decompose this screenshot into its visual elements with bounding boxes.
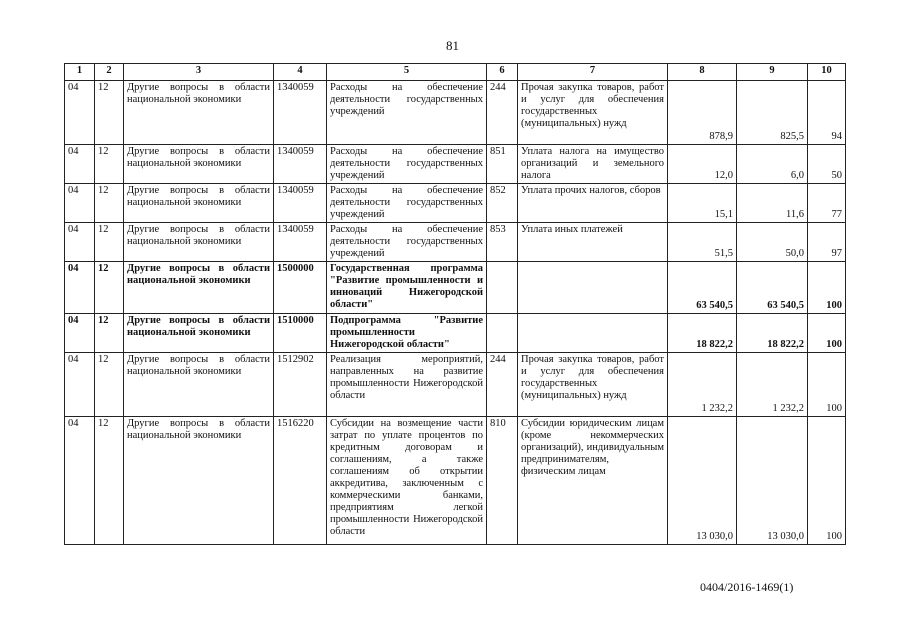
target-code: 1340059 [274, 145, 327, 184]
actual-amount: 50,0 [737, 223, 808, 262]
expense-type-code: 244 [487, 353, 518, 417]
subsection-code: 12 [95, 417, 124, 545]
actual-amount: 11,6 [737, 184, 808, 223]
expense-type-name: Уплата налога на имущество организаций и земельного налога [518, 145, 668, 184]
section-code: 04 [65, 262, 95, 314]
target-name: Расходы на обеспечение деятельности государственных учреждений [327, 184, 487, 223]
target-code: 1340059 [274, 223, 327, 262]
expense-type-code: 852 [487, 184, 518, 223]
actual-amount: 825,5 [737, 81, 808, 145]
percent-executed: 97 [808, 223, 846, 262]
header-cell: 6 [487, 64, 518, 81]
actual-amount: 63 540,5 [737, 262, 808, 314]
table-row [65, 223, 846, 262]
percent-executed: 94 [808, 81, 846, 145]
section-name: Другие вопросы в области национальной экономики [124, 417, 274, 545]
subsection-code: 12 [95, 262, 124, 314]
section-name: Другие вопросы в области национальной экономики [124, 223, 274, 262]
section-code: 04 [65, 81, 95, 145]
percent-executed: 100 [808, 353, 846, 417]
percent-executed: 100 [808, 417, 846, 545]
target-code: 1340059 [274, 184, 327, 223]
actual-amount: 1 232,2 [737, 353, 808, 417]
page-number: 81 [446, 38, 459, 53]
target-code: 1340059 [274, 81, 327, 145]
target-name: Субсидии на возмещение части затрат по уплате процентов по кредитным договорам и соглашениям, а также соглашениям об открытии аккредитива, заключенным с коммерческими банками, предприятиям легкой промышленности Нижегородской области [327, 417, 487, 545]
section-code: 04 [65, 417, 95, 545]
expense-type-code [487, 314, 518, 353]
target-code: 1500000 [274, 262, 327, 314]
section-code: 04 [65, 223, 95, 262]
target-code: 1516220 [274, 417, 327, 545]
planned-amount: 1 232,2 [668, 353, 737, 417]
section-name: Другие вопросы в области национальной экономики [124, 353, 274, 417]
expense-type-name: Прочая закупка товаров, работ и услуг для обеспечения государственных (муниципальных) нужд [518, 81, 668, 145]
expense-type-code: 851 [487, 145, 518, 184]
planned-amount: 13 030,0 [668, 417, 737, 545]
percent-executed: 100 [808, 314, 846, 353]
header-cell: 2 [95, 64, 124, 81]
target-name: Расходы на обеспечение деятельности государственных учреждений [327, 81, 487, 145]
planned-amount: 878,9 [668, 81, 737, 145]
header-cell: 7 [518, 64, 668, 81]
section-code: 04 [65, 353, 95, 417]
section-name: Другие вопросы в области национальной экономики [124, 262, 274, 314]
actual-amount: 18 822,2 [737, 314, 808, 353]
header-cell: 10 [808, 64, 846, 81]
table-row [65, 314, 846, 353]
subsection-code: 12 [95, 353, 124, 417]
section-name: Другие вопросы в области национальной экономики [124, 314, 274, 353]
expense-type-code [487, 262, 518, 314]
percent-executed: 50 [808, 145, 846, 184]
section-name: Другие вопросы в области национальной экономики [124, 81, 274, 145]
actual-amount: 13 030,0 [737, 417, 808, 545]
section-code: 04 [65, 314, 95, 353]
subsection-code: 12 [95, 81, 124, 145]
table-row [65, 353, 846, 417]
percent-executed: 77 [808, 184, 846, 223]
planned-amount: 51,5 [668, 223, 737, 262]
header-cell: 1 [65, 64, 95, 81]
expense-type-code: 853 [487, 223, 518, 262]
section-code: 04 [65, 145, 95, 184]
target-code: 1512902 [274, 353, 327, 417]
planned-amount: 18 822,2 [668, 314, 737, 353]
subsection-code: 12 [95, 145, 124, 184]
header-cell: 8 [668, 64, 737, 81]
section-code: 04 [65, 184, 95, 223]
expense-type-name [518, 262, 668, 314]
subsection-code: 12 [95, 223, 124, 262]
budget-table [64, 63, 846, 545]
target-name: Расходы на обеспечение деятельности государственных учреждений [327, 145, 487, 184]
table-row [65, 184, 846, 223]
subsection-code: 12 [95, 314, 124, 353]
planned-amount: 15,1 [668, 184, 737, 223]
header-row [65, 64, 846, 81]
section-name: Другие вопросы в области национальной экономики [124, 145, 274, 184]
actual-amount: 6,0 [737, 145, 808, 184]
planned-amount: 12,0 [668, 145, 737, 184]
expense-type-name: Уплата прочих налогов, сборов [518, 184, 668, 223]
table-row [65, 417, 846, 545]
target-name: Государственная программа "Развитие промышленности и инноваций Нижегородской области" [327, 262, 487, 314]
target-name: Подпрограмма "Развитие промышленности Нижегородской области" [327, 314, 487, 353]
table-row [65, 262, 846, 314]
expense-type-name: Прочая закупка товаров, работ и услуг для обеспечения государственных (муниципальных) нужд [518, 353, 668, 417]
header-cell: 3 [124, 64, 274, 81]
table-row [65, 81, 846, 145]
expense-type-code: 810 [487, 417, 518, 545]
header-cell: 9 [737, 64, 808, 81]
target-name: Реализация мероприятий, направленных на развитие промышленности Нижегородской области [327, 353, 487, 417]
percent-executed: 100 [808, 262, 846, 314]
section-name: Другие вопросы в области национальной экономики [124, 184, 274, 223]
planned-amount: 63 540,5 [668, 262, 737, 314]
subsection-code: 12 [95, 184, 124, 223]
expense-type-name: Субсидии юридическим лицам (кроме некоммерческих организаций), индивидуальным предпринимателям, физическим лицам [518, 417, 668, 545]
header-cell: 4 [274, 64, 327, 81]
target-code: 1510000 [274, 314, 327, 353]
document-code: 0404/2016-1469(1) [700, 580, 794, 594]
target-name: Расходы на обеспечение деятельности государственных учреждений [327, 223, 487, 262]
table-row [65, 145, 846, 184]
expense-type-name [518, 314, 668, 353]
header-cell: 5 [327, 64, 487, 81]
expense-type-code: 244 [487, 81, 518, 145]
expense-type-name: Уплата иных платежей [518, 223, 668, 262]
